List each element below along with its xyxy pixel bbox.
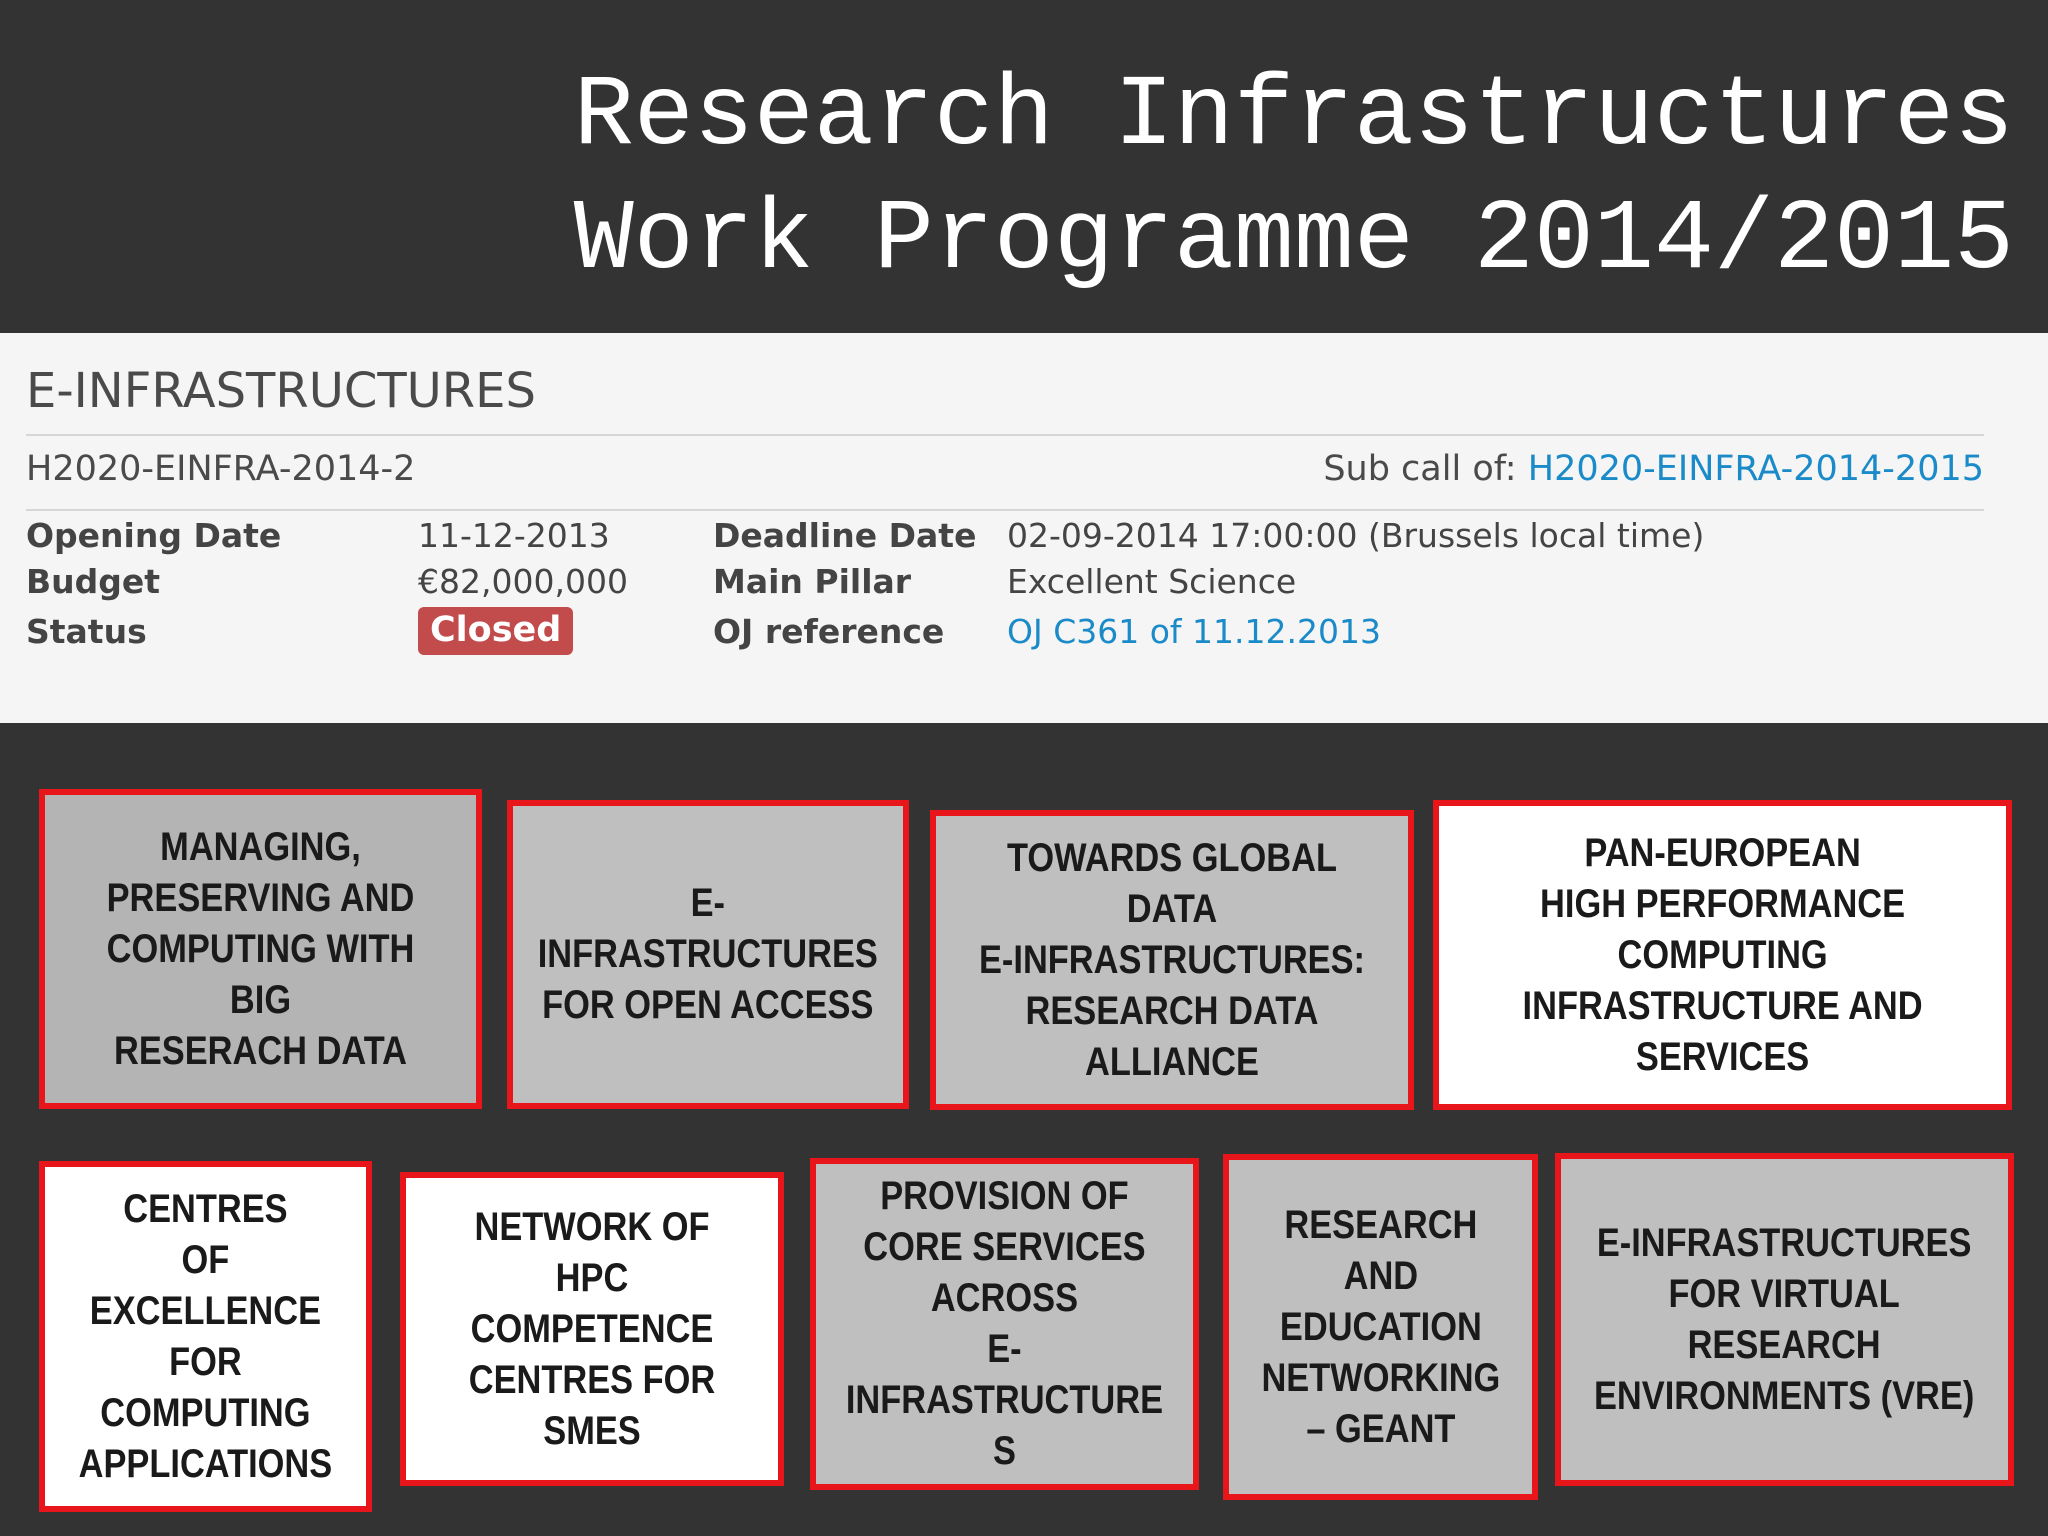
call-identifier: H2020-EINFRA-2014-2 [26,449,416,489]
subcall-link[interactable]: H2020-EINFRA-2014-2015 [1527,449,1984,489]
main-pillar-label: Main Pillar [713,562,912,601]
topic-box-research-data-alliance [930,810,1414,1110]
topic-box-centres-of-excellence [39,1161,372,1512]
topic-box-core-services [810,1158,1199,1490]
divider [26,509,1984,511]
topic-label: PROVISION OF CORE SERVICES ACROSS E- INFRASTRUCTURE S [845,1174,1164,1473]
topic-box-big-research-data [39,789,482,1109]
topic-box-hpc-competence-centres [400,1172,784,1486]
slide-title [574,56,2014,304]
call-details-panel [0,333,2048,723]
topic-label: E- INFRASTRUCTURES FOR OPEN ACCESS [537,881,879,1027]
topic-label: TOWARDS GLOBAL DATA E-INFRASTRUCTURES: RESEARCH DATA ALLIANCE [978,835,1366,1084]
oj-reference-link[interactable]: OJ C361 of 11.12.2013 [1007,612,1381,651]
deadline-date-label: Deadline Date [713,516,977,555]
budget-label: Budget [26,562,161,601]
status-badge: Closed [418,607,573,655]
oj-reference-label: OJ reference [713,612,945,651]
slide-title-line-2: Work Programme 2014/2015 [573,185,2014,298]
topic-box-open-access [507,800,909,1109]
opening-date-label: Opening Date [26,516,282,555]
topic-label: MANAGING, PRESERVING AND COMPUTING WITH BIG RESERACH DATA [106,824,415,1073]
topic-box-geant-networking [1223,1154,1538,1500]
topic-label: NETWORK OF HPC COMPETENCE CENTRES FOR SMES [468,1204,716,1453]
subcall-label: Sub call of: [1323,449,1517,489]
budget-value: €82,000,000 [418,562,628,601]
topic-label: PAN-EUROPEAN HIGH PERFORMANCE COMPUTING INFRASTRUCTURE AND SERVICES [1522,830,1923,1079]
status-label: Status [26,612,147,651]
opening-date-value: 11-12-2013 [418,516,610,555]
deadline-date-value: 02-09-2014 17:00:00 (Brussels local time) [1007,516,1705,555]
topic-label: E-INFRASTRUCTURES FOR VIRTUAL RESEARCH ENVIRONMENTS (VRE) [1594,1220,1975,1418]
topic-label: RESEARCH AND EDUCATION NETWORKING – GEANT [1261,1202,1500,1451]
subcall-info [1323,449,1984,489]
topic-box-hpc-infrastructure [1433,800,2012,1110]
call-heading: E-INFRASTRUCTURES [26,363,536,419]
divider [26,434,1984,436]
slide-title-line-1: Research Infrastructures [573,61,2014,174]
main-pillar-value: Excellent Science [1007,562,1297,601]
topic-box-virtual-research-environments [1555,1153,2014,1486]
topic-label: CENTRES OF EXCELLENCE FOR COMPUTING APPLICATIONS [78,1186,333,1486]
